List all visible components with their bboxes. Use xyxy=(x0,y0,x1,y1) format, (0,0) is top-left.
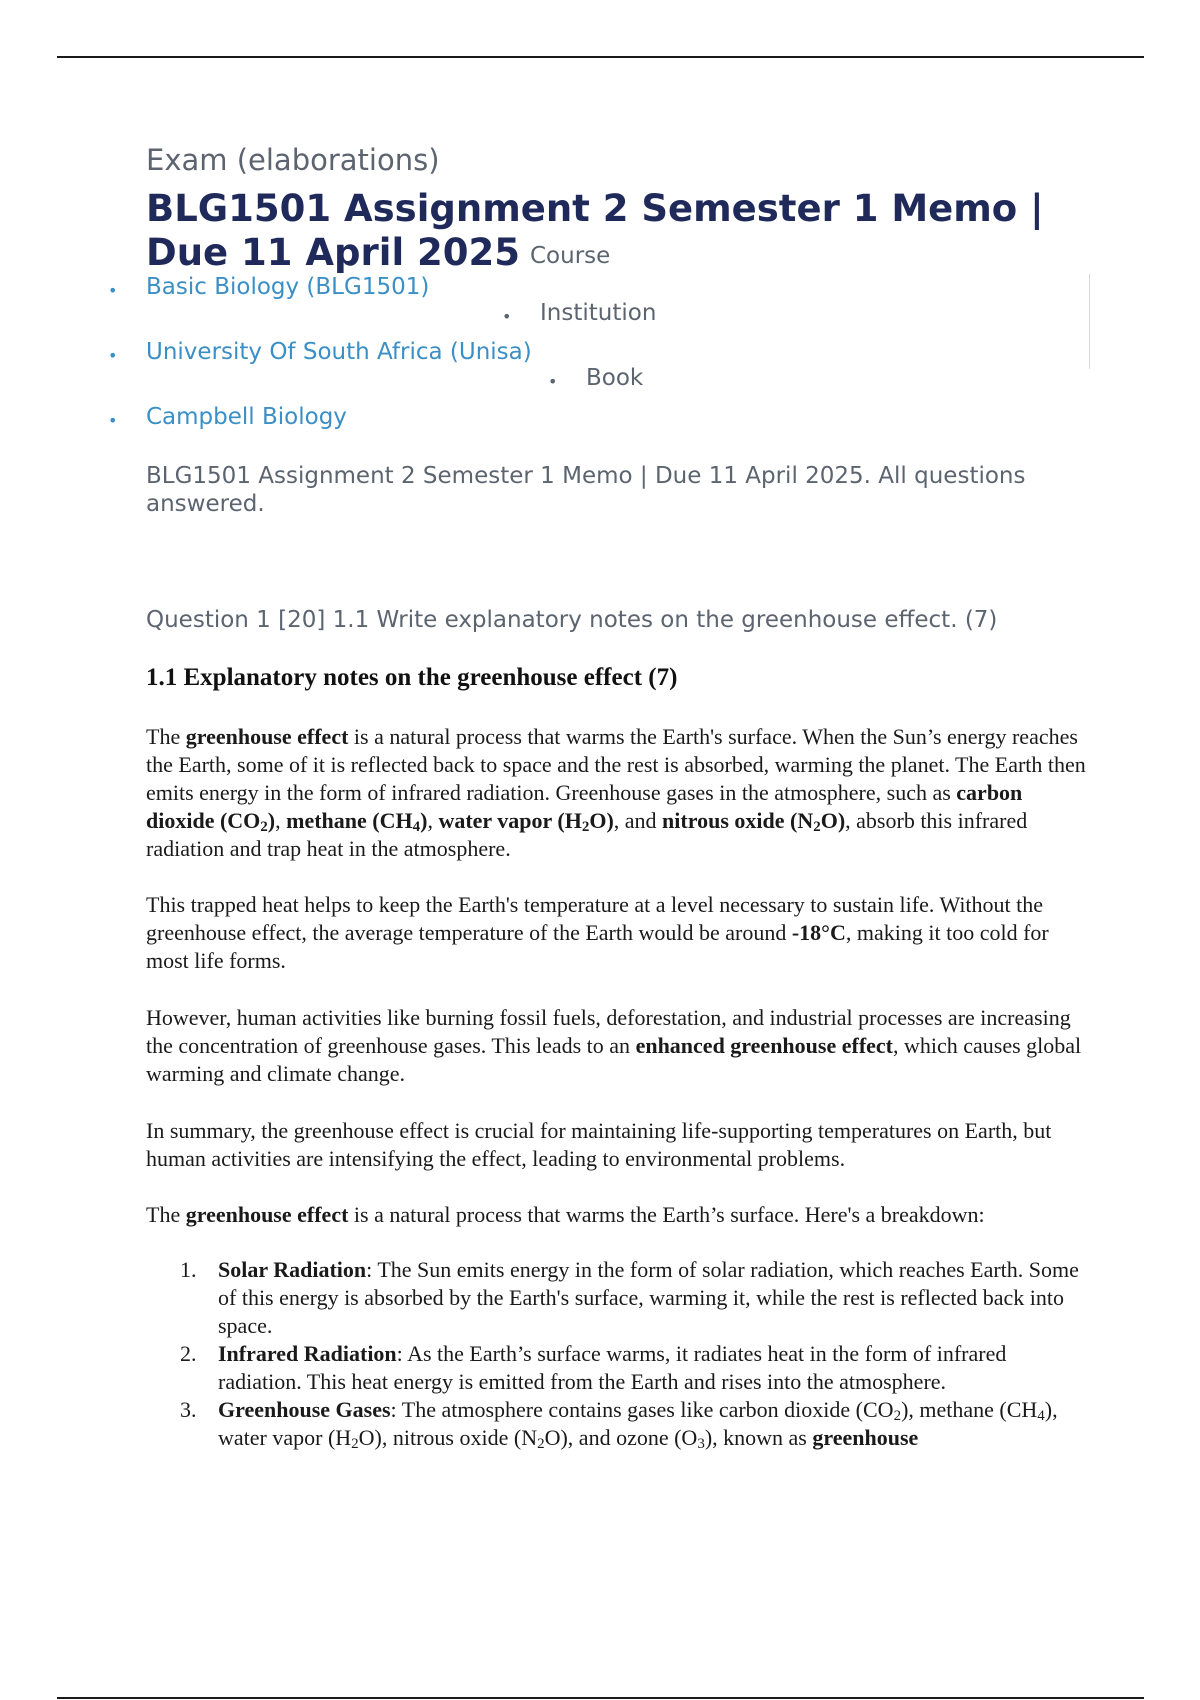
paragraph: This trapped heat helps to keep the Earth's temperature at a level necessary to sustain life. Without the greenhouse effect, the average temperature of the Earth would be around -18°C, making it too cold for most life forms. xyxy=(146,892,1049,973)
divider xyxy=(1089,274,1090,369)
document-type: Exam (elaborations) xyxy=(146,143,440,177)
paragraph: The greenhouse effect is a natural process that warms the Earth’s surface. Here's a breakdown: xyxy=(146,1202,985,1227)
title-text: BLG1501 Assignment 2 Semester 1 Memo | Due 11 April 2025 xyxy=(146,187,1044,274)
bullet-dot-icon: • xyxy=(108,346,118,365)
course-link[interactable]: Basic Biology (BLG1501) xyxy=(146,274,430,300)
paragraph: However, human activities like burning fossil fuels, deforestation, and industrial processes are increasing the concentration of greenhouse gases. This leads to an enhanced greenhouse effect, which causes global warming and climate change. xyxy=(146,1005,1082,1086)
list-item: 1. Solar Radiation: The Sun emits energy in the form of solar radiation, which reaches Earth. Some of this energy is absorbed by the Earth's surface, warming it, while the rest is reflected back into space. xyxy=(180,1257,1079,1338)
book-link[interactable]: Campbell Biology xyxy=(146,404,347,430)
page-title xyxy=(146,187,1086,278)
bullet-dot-icon: • xyxy=(108,411,118,430)
institution-label: Institution xyxy=(540,300,657,326)
paragraph: The greenhouse effect is a natural process that warms the Earth's surface. When the Sun’s energy reaches the Earth, some of it is reflected back to space and the rest is absorbed, warming the planet. The Earth then emits energy in the form of infrared radiation. Greenhouse gases in the atmosphere, such as carbon dioxide $(CO_2)$, methane $(CH_4)$, water vapor $(H_2O)$, and nitrous oxide $(N_2O)$, absorb this infrared radiation and trap heat in the atmosphere. xyxy=(146,724,1086,861)
institution-link[interactable]: University Of South Africa (Unisa) xyxy=(146,339,532,365)
document-summary: BLG1501 Assignment 2 Semester 1 Memo | Due 11 April 2025. All questions answered. xyxy=(146,463,1026,517)
book-label: Book xyxy=(586,365,644,391)
bullet-dot-icon: • xyxy=(548,372,558,391)
section-heading: 1.1 Explanatory notes on the greenhouse effect (7) xyxy=(146,664,678,691)
list-item: 2. Infrared Radiation: As the Earth’s surface warms, it radiates heat in the form of infrared radiation. This heat energy is emitted from the Earth and rises into the atmosphere. xyxy=(180,1341,1007,1394)
top-rule xyxy=(57,56,1144,58)
bullet-dot-icon: • xyxy=(502,307,512,326)
paragraph: In summary, the greenhouse effect is crucial for maintaining life-supporting temperatures on Earth, but human activities are intensifying the effect, leading to environmental problems. xyxy=(146,1118,1052,1171)
question-heading: Question 1 [20] 1.1 Write explanatory notes on the greenhouse effect. (7) xyxy=(146,607,998,633)
bottom-rule xyxy=(57,1697,1144,1699)
list-item: 3. Greenhouse Gases: The atmosphere contains gases like carbon dioxide $(CO_2)$, methane $(CH_4)$, water vapor $(H_2O)$, nitrous oxide $(N_2O)$, and ozone $(O_3)$, known as greenhouse xyxy=(180,1397,1058,1452)
course-label: Course xyxy=(530,243,611,269)
numbered-list xyxy=(146,1256,1091,1452)
bullet-dot-icon: • xyxy=(108,281,118,300)
